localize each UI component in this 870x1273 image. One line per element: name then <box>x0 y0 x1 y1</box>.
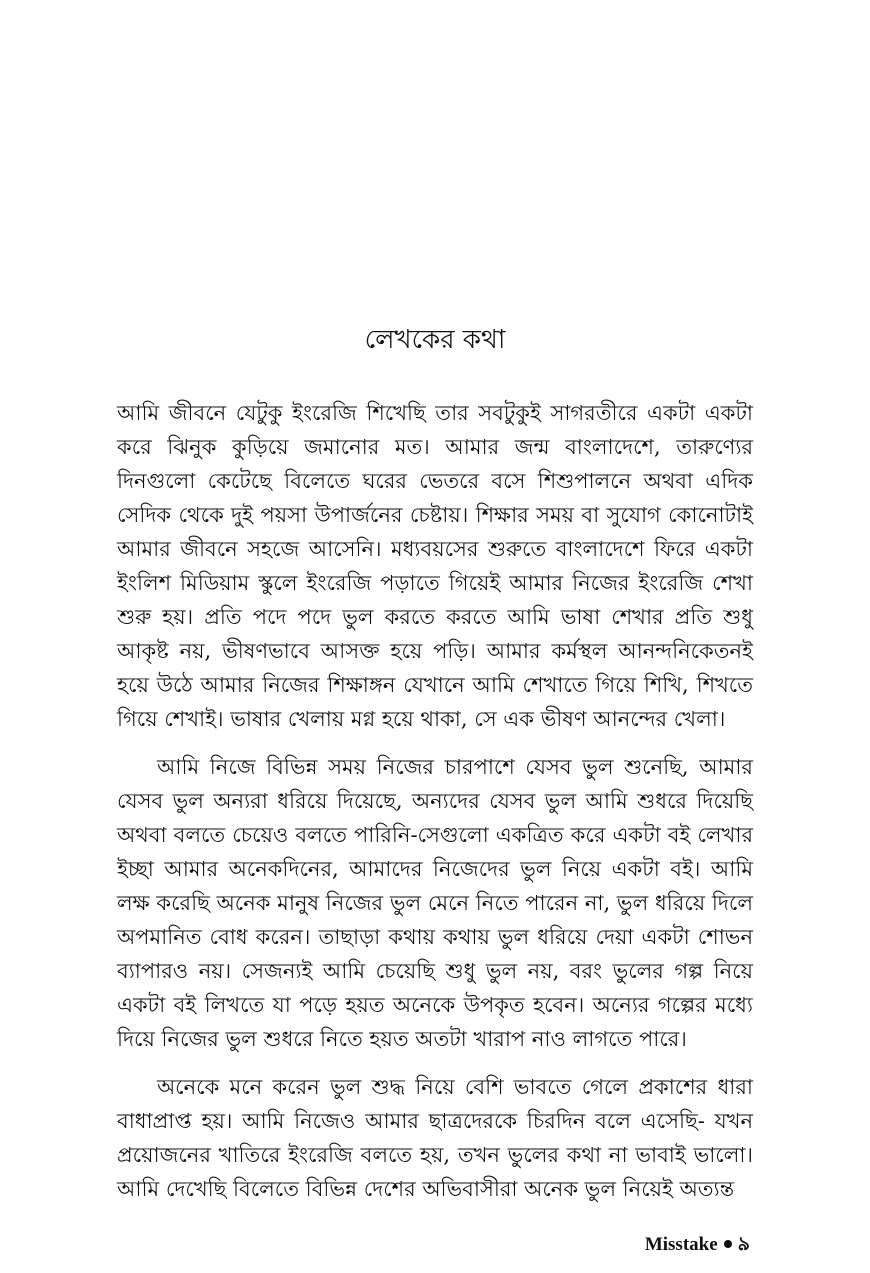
bullet-dot-icon <box>724 1240 732 1248</box>
page-number: ৯ <box>737 1234 750 1255</box>
paragraph-2: আমি নিজে বিভিন্ন সময় নিজের চারপাশে যেসব ভুল শুনেছি, আমার যেসব ভুল অন্যরা ধরিয়ে দিয়েছে, অন্যদের যেসব ভুল আমি শুধরে দিয়েছি অথবা বলতে চেয়েও বলতে পারিনি-সেগুলো একত্রিত করে একটা বই লেখার ইচ্ছা আমার অনেকদিনের, আমাদের নিজেদের ভুল নিয়ে একটা বই। আমি লক্ষ করেছি অনেক মানুষ নিজের ভুল মেনে নিতে পারেন না, ভুল ধরিয়ে দিলে অপমানিত বোধ করেন। তাছাড়া কথায় কথায় ভুল ধরিয়ে দেয়া একটা শোভন ব্যাপারও নয়। সেজন্যই আমি চেয়েছি শুধু ভুল নয়, বরং ভুলের গল্প নিয়ে একটা বই লিখতে যা পড়ে হয়ত অনেকে উপকৃত হবেন। অন্যের গল্পের মধ্যে দিয়ে নিজের ভুল শুধরে নিতে হয়ত অতটা খারাপ নাও লাগতে পারে। <box>117 755 753 1051</box>
paragraph-1: আমি জীবনে যেটুকু ইংরেজি শিখেছি তার সবটুকুই সাগরতীরে একটা একটা করে ঝিনুক কুড়িয়ে জমানোর মত। আমার জন্ম বাংলাদেশে, তারুণ্যের দিনগুলো কেটেছে বিলেতে ঘরের ভেতরে বসে শিশুপালনে অথবা এদিক সেদিক থেকে দুই পয়সা উপার্জনের চেষ্টায়। শিক্ষার সময় বা সুযোগ কোনোটাই আমার জীবনে সহজে আসেনি। মধ্যবয়সের শুরুতে বাংলাদেশে ফিরে একটা ইংলিশ মিডিয়াম স্কুলে ইংরেজি পড়াতে গিয়েই আমার নিজের ইংরেজি শেখা শুরু হয়। প্রতি পদে পদে ভুল করতে করতে আমি ভাষা শেখার প্রতি শুধু আকৃষ্ট নয়, ভীষণভাবে আসক্ত হয়ে পড়ি। আমার কর্মস্থল আনন্দনিকেতনই হয়ে উঠে আমার নিজের শিক্ষাঙ্গন যেখানে আমি শেখাতে গিয়ে শিখি, শিখতে গিয়ে শেখাই। ভাষার খেলায় মগ্ন হয়ে থাকা, সে এক ভীষণ আনন্দের খেলা। <box>117 401 753 731</box>
paragraph-3: অনেকে মনে করেন ভুল শুদ্ধ নিয়ে বেশি ভাবতে গেলে প্রকাশের ধারা বাধাপ্রাপ্ত হয়। আমি নিজেও আমার ছাত্রদেরকে চিরদিন বলে এসেছি- যখন প্রয়োজনের খাতিরে ইংরেজি বলতে হয়, তখন ভুলের কথা না ভাবাই ভালো। আমি দেখেছি বিলেতে বিভিন্ন দেশের অভিবাসীরা অনেক ভুল নিয়েই অত্যন্ত <box>117 1075 753 1201</box>
body-text <box>117 396 753 1220</box>
footer-book-name: Misstake <box>644 1234 718 1255</box>
page-footer <box>645 1232 750 1258</box>
chapter-title: লেখকের কথা <box>364 325 506 355</box>
